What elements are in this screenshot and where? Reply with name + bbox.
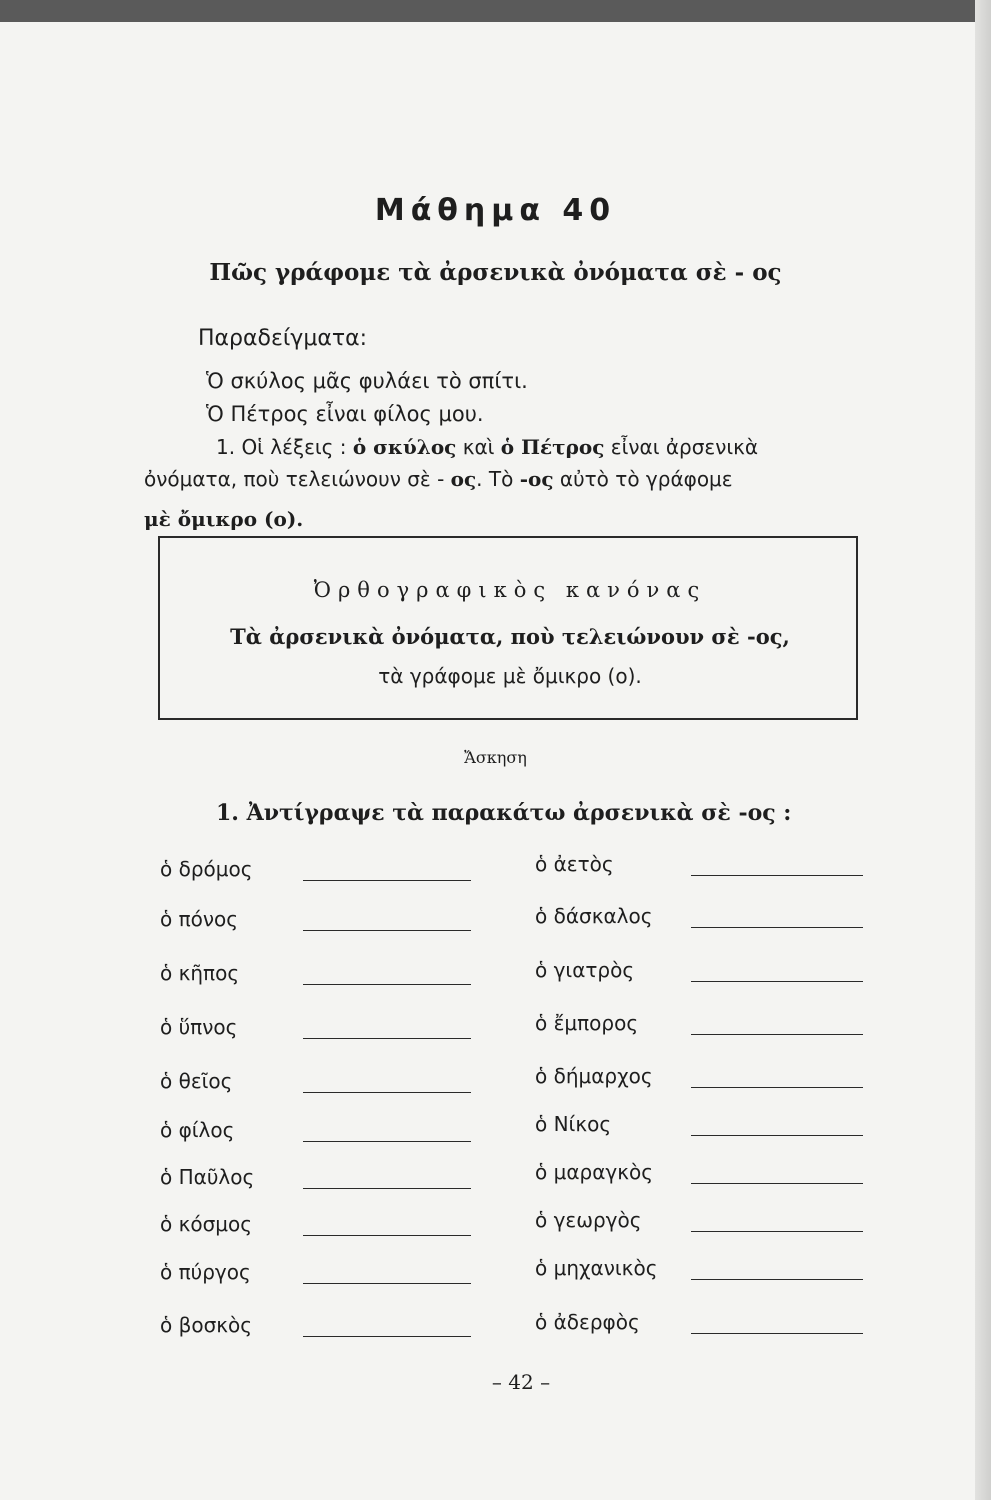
word-item: ὁ πύργος — [160, 1260, 251, 1284]
word-item: ὁ γιατρὸς — [535, 958, 635, 982]
answer-blank-line[interactable] — [691, 1087, 863, 1088]
example-sentence-2: Ὁ Πέτρος εἶναι φίλος μου. — [206, 402, 484, 426]
exercise-task: 1. Ἀντίγραψε τὰ παρακάτω ἀρσενικὰ σὲ -ος : — [216, 800, 792, 826]
explanation-line-3: μὲ ὄμικρο (ο). — [144, 507, 304, 531]
lesson-title: Μάθημα 40 — [374, 193, 617, 228]
answer-blank-line[interactable] — [303, 930, 471, 931]
highlight-ending: -ος — [519, 467, 554, 491]
word-row — [535, 1256, 863, 1288]
example-sentence-1: Ὁ σκύλος μᾶς φυλάει τὸ σπίτι. — [206, 369, 528, 393]
word-row — [535, 1011, 863, 1043]
spelling-rule-box — [158, 536, 858, 720]
word-row — [160, 1260, 471, 1292]
word-item: ὁ Νίκος — [535, 1112, 612, 1136]
answer-blank-line[interactable] — [303, 984, 471, 985]
answer-blank-line[interactable] — [691, 1279, 863, 1280]
word-item: ὁ ἔμπορος — [535, 1011, 639, 1035]
answer-blank-line[interactable] — [691, 927, 863, 928]
answer-blank-line[interactable] — [303, 880, 471, 881]
word-item: ὁ δρόμος — [160, 857, 253, 881]
rule-title: Ὀρθογραφικὸς κανόνας — [313, 578, 707, 602]
word-row — [535, 1160, 863, 1192]
word-item: ὁ φίλος — [160, 1118, 235, 1142]
answer-blank-line[interactable] — [691, 1034, 863, 1035]
word-item: ὁ ἀετὸς — [535, 852, 614, 876]
word-row — [160, 857, 471, 889]
word-row — [535, 1310, 863, 1342]
examples-heading: Παραδείγματα: — [198, 326, 367, 351]
word-item: ὁ μαραγκὸς — [535, 1160, 653, 1184]
word-row — [160, 1015, 471, 1047]
explanation-line-2 — [144, 467, 733, 491]
answer-blank-line[interactable] — [691, 875, 863, 876]
answer-blank-line[interactable] — [303, 1188, 471, 1189]
word-item: ὁ μηχανικὸς — [535, 1256, 658, 1280]
word-row — [160, 1313, 471, 1345]
rule-line-2: τὰ γράφομε μὲ ὄμικρο (ο). — [378, 664, 642, 688]
rule-line-1: Τὰ ἀρσενικὰ ὀνόματα, ποὺ τελειώνουν σὲ -ος, — [230, 624, 790, 649]
highlight-ending: ος — [450, 467, 477, 491]
word-row — [160, 961, 471, 993]
highlight-word-skylos: ὁ σκύλος — [352, 435, 457, 459]
highlight-word-petros: ὁ Πέτρος — [500, 435, 605, 459]
word-item: ὁ ὕπνος — [160, 1015, 238, 1039]
answer-blank-line[interactable] — [303, 1235, 471, 1236]
answer-blank-line[interactable] — [303, 1092, 471, 1093]
word-row — [160, 1118, 471, 1150]
answer-blank-line[interactable] — [691, 1333, 863, 1334]
word-item: ὁ κῆπος — [160, 961, 240, 985]
word-item: ὁ δήμαρχος — [535, 1064, 653, 1088]
word-item: ὁ ἀδερφὸς — [535, 1310, 640, 1334]
answer-blank-line[interactable] — [303, 1038, 471, 1039]
exercise-label: Ἄσκηση — [464, 748, 527, 767]
word-item: ὁ γεωργὸς — [535, 1208, 642, 1232]
word-item: ὁ Παῦλος — [160, 1165, 255, 1189]
word-row — [535, 1064, 863, 1096]
word-row — [535, 1208, 863, 1240]
explanation-text: αὐτὸ τὸ γράφομε — [553, 467, 733, 491]
word-row — [535, 904, 863, 936]
explanation-text: ὀνόματα, ποὺ τελειώνουν σὲ - — [144, 467, 451, 491]
word-item: ὁ θεῖος — [160, 1069, 233, 1093]
word-item: ὁ πόνος — [160, 907, 239, 931]
word-row — [160, 1212, 471, 1244]
lesson-subtitle: Πῶς γράφομε τὰ ἀρσενικὰ ὀνόματα σὲ - ος — [209, 259, 782, 286]
word-row — [535, 852, 863, 884]
answer-blank-line[interactable] — [691, 981, 863, 982]
answer-blank-line[interactable] — [303, 1283, 471, 1284]
word-row — [535, 1112, 863, 1144]
word-row — [160, 907, 471, 939]
answer-blank-line[interactable] — [303, 1141, 471, 1142]
word-row — [160, 1069, 471, 1101]
word-item: ὁ κόσμος — [160, 1212, 252, 1236]
explanation-text: . Τὸ — [476, 467, 520, 491]
word-row — [535, 958, 863, 990]
word-item: ὁ δάσκαλος — [535, 904, 653, 928]
word-item: ὁ βοσκὸς — [160, 1313, 253, 1337]
answer-blank-line[interactable] — [691, 1231, 863, 1232]
word-row — [160, 1165, 471, 1197]
answer-blank-line[interactable] — [691, 1135, 863, 1136]
explanation-text: καὶ — [456, 435, 501, 459]
scan-top-edge — [0, 0, 991, 22]
answer-blank-line[interactable] — [303, 1336, 471, 1337]
answer-blank-line[interactable] — [691, 1183, 863, 1184]
explanation-text: εἶναι ἀρσενικὰ — [604, 435, 759, 459]
page-number: – 42 – — [491, 1370, 551, 1394]
explanation-line-1 — [216, 435, 758, 459]
explanation-text: 1. Οἱ λέξεις : — [216, 435, 353, 459]
